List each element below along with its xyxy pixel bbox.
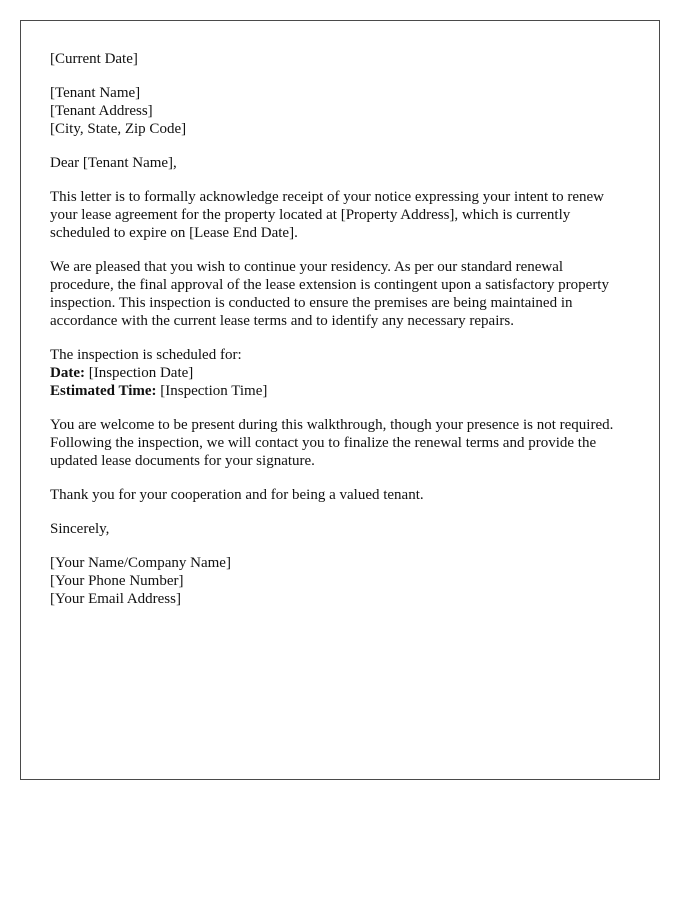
tenant-name: [Tenant Name]	[50, 85, 141, 101]
inspection-intro: The inspection is scheduled for:	[50, 347, 242, 363]
paragraph-renewal-procedure: We are pleased that you wish to continue your residency. As per our standard renewal procedure, the final approval of the lease extension is contingent upon a satisfactory property inspection. This inspection is conducted to ensure the premises are being maintained in accordance with the current lease terms and to identify any necessary repairs.	[50, 259, 609, 329]
inspection-date-value: [Inspection Date]	[88, 365, 194, 381]
inspection-time-line	[50, 382, 630, 400]
inspection-time-label: Estimated Time:	[50, 383, 157, 399]
closing: Sincerely,	[50, 521, 110, 537]
letter-page	[20, 20, 660, 780]
city-state-zip: [City, State, Zip Code]	[50, 121, 187, 137]
date-block	[50, 50, 630, 68]
sender-phone: [Your Phone Number]	[50, 573, 184, 589]
sender-email: [Your Email Address]	[50, 591, 181, 607]
salutation: Dear [Tenant Name],	[50, 155, 177, 171]
paragraph-thank-you: Thank you for your cooperation and for being a valued tenant.	[50, 487, 424, 503]
inspection-date-line	[50, 364, 630, 382]
tenant-address: [Tenant Address]	[50, 103, 153, 119]
closing-block	[50, 520, 630, 538]
current-date: [Current Date]	[50, 51, 138, 67]
inspection-schedule-block	[50, 346, 630, 400]
signature-block	[50, 554, 630, 608]
inspection-time-value: [Inspection Time]	[160, 383, 268, 399]
sender-name: [Your Name/Company Name]	[50, 555, 231, 571]
inspection-date-label: Date:	[50, 365, 85, 381]
paragraph-walkthrough: You are welcome to be present during this walkthrough, though your presence is not required. Following the inspection, we will contact you to finalize the renewal terms and provide the updated lease documents for your signature.	[50, 417, 614, 469]
salutation-block	[50, 154, 630, 172]
recipient-address-block	[50, 84, 630, 138]
paragraph-acknowledgement: This letter is to formally acknowledge receipt of your notice expressing your intent to renew your lease agreement for the property located at [Property Address], which is currently scheduled to expire on [Lease End Date].	[50, 189, 604, 241]
letter-body	[50, 50, 630, 624]
